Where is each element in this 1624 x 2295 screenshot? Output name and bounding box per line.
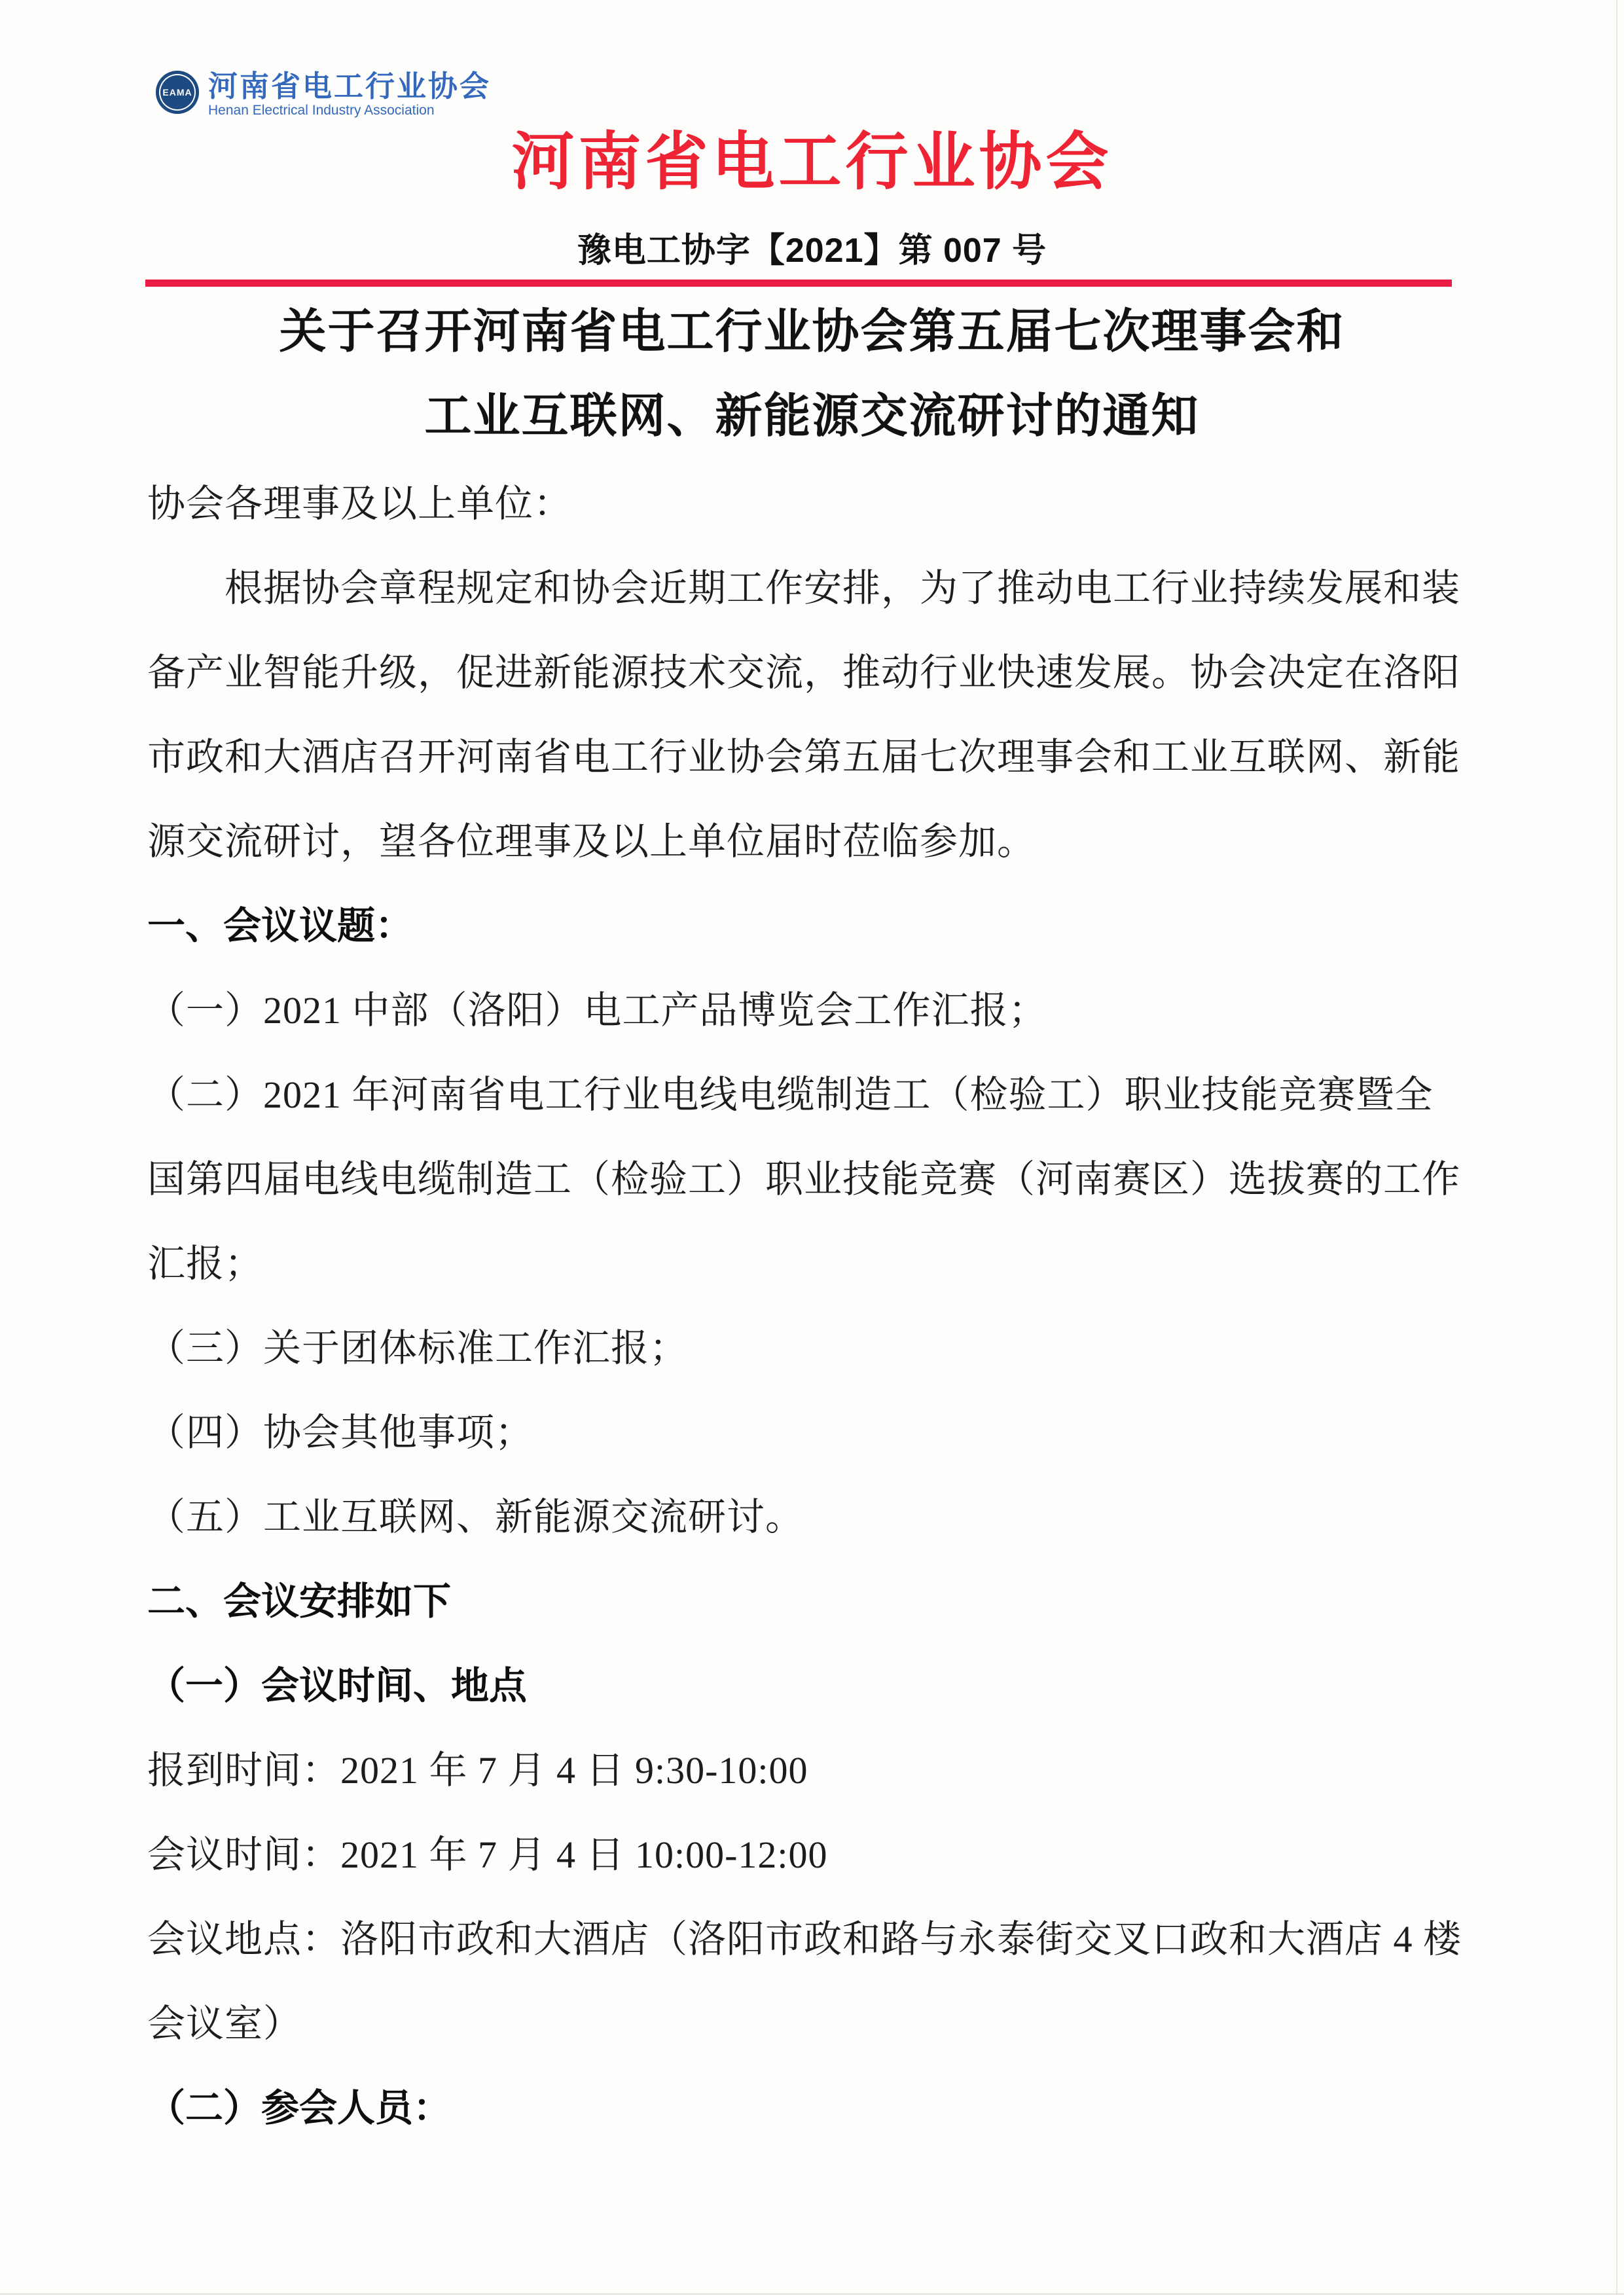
body-text-line: （三）关于团体标准工作汇报； xyxy=(147,1327,689,1369)
logo-org-name-zh: 河南省电工行业协会 xyxy=(208,69,492,103)
logo-badge-text: EAMA xyxy=(162,87,192,98)
body-text-line: （一）2021 中部（洛阳）电工产品博览会工作汇报； xyxy=(147,989,1047,1032)
body-text-line: 源交流研讨，望各位理事及以上单位届时莅临参加。 xyxy=(147,820,1036,863)
logo-text-block xyxy=(208,71,491,119)
body-text-line: 会议室） xyxy=(147,2002,302,2045)
association-logo xyxy=(156,71,491,119)
logo-org-name-en: Henan Electrical Industry Association xyxy=(208,103,435,118)
body-text-line: 报到时间：2021 年 7 月 4 日 9:30-10:00 xyxy=(147,1749,808,1792)
doc-title-line2: 工业互联网、新能源交流研讨的通知 xyxy=(424,390,1200,443)
doc-title-line1: 关于召开河南省电工行业协会第五届七次理事会和 xyxy=(279,306,1345,358)
section-heading: 一、会议议题： xyxy=(147,905,414,947)
section-heading: （二）参会人员： xyxy=(147,2087,452,2129)
letterhead-title: 河南省电工行业协会 xyxy=(511,127,1113,197)
body-text-line: （二）2021 年河南省电工行业电线电缆制造工（检验工）职业技能竞赛暨全 xyxy=(147,1074,1434,1116)
body-text-line: 汇报； xyxy=(147,1242,264,1285)
body-text-line: 市政和大酒店召开河南省电工行业协会第五届七次理事会和工业互联网、新能 xyxy=(147,736,1461,778)
association-logo-badge-icon xyxy=(156,71,199,114)
body-text-line: （四）协会其他事项； xyxy=(147,1411,534,1454)
section-heading: （一）会议时间、地点 xyxy=(147,1665,528,1707)
body-text-line: 国第四届电线电缆制造工（检验工）职业技能竞赛（河南赛区）选拔赛的工作 xyxy=(147,1158,1461,1201)
body-text-line: 会议地点：洛阳市政和大酒店（洛阳市政和路与永泰街交叉口政和大酒店 4 楼 xyxy=(147,1918,1462,1961)
body-text-line: （五）工业互联网、新能源交流研讨。 xyxy=(147,1496,804,1538)
doc-number: 豫电工协字【2021】第 007 号 xyxy=(577,232,1047,270)
scan-artifact-right-edge xyxy=(1616,0,1617,2295)
body-text-line: 根据协会章程规定和协会近期工作安排，为了推动电工行业持续发展和装 xyxy=(225,567,1461,609)
document-body xyxy=(147,461,1462,2150)
section-heading: 二、会议安排如下 xyxy=(147,1580,452,1623)
body-text-line: 协会各理事及以上单位： xyxy=(147,482,573,525)
body-text-line: 会议时间：2021 年 7 月 4 日 10:00-12:00 xyxy=(147,1834,828,1876)
body-text-line: 备产业智能升级，促进新能源技术交流，推动行业快速发展。协会决定在洛阳 xyxy=(147,651,1461,694)
red-divider-rule xyxy=(145,280,1452,287)
